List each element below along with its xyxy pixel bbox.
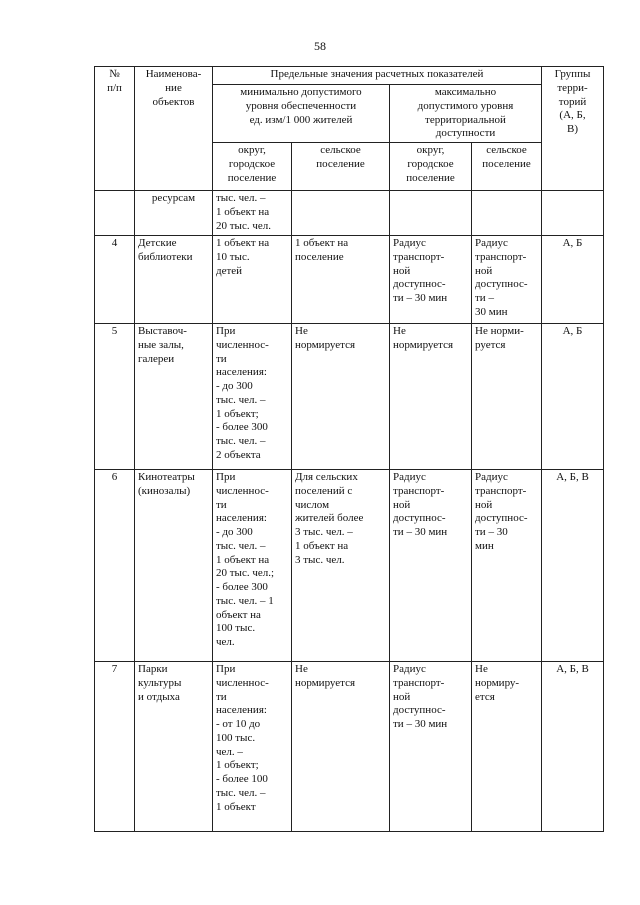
cell-text-line: Кинотеатры <box>138 471 195 483</box>
cell-text-line: тыс. чел. – 1 <box>216 594 274 607</box>
cell-text-line: 1 объект; <box>216 407 259 420</box>
cell-text-line: минимально допустимого <box>240 86 362 98</box>
cell-text-line: терри- <box>557 81 588 94</box>
cell-text-line: транспорт- <box>475 484 527 497</box>
cell-text-line: численнос- <box>216 676 269 689</box>
cell-text-line: ти – <box>475 292 494 304</box>
cell-min-urban <box>213 236 292 324</box>
cell-text-line: Радиус <box>393 237 426 249</box>
cell-text-line: 1 объект на <box>216 237 270 249</box>
cell-text-line: ние <box>165 81 182 94</box>
header-row-1 <box>95 67 604 85</box>
cell-text-line: нормируется <box>295 676 356 689</box>
cell-max-rural <box>472 662 542 832</box>
cell-num <box>95 191 135 236</box>
cell-text-line: п/п <box>107 81 122 94</box>
cell-text-line: - до 300 <box>216 526 253 538</box>
cell-text-line: 7 <box>111 663 118 675</box>
cell-text-line: 20 тыс. чел.; <box>216 567 275 580</box>
cell-text-line: При <box>216 325 236 337</box>
cell-max-rural <box>472 324 542 470</box>
cell-text-line: галереи <box>138 352 175 365</box>
cell-text-line: доступности <box>435 127 496 140</box>
cell-text-line: Радиус <box>475 237 508 249</box>
cell-text-line: Не <box>475 663 488 675</box>
cell-groups <box>542 191 604 236</box>
cell-min-urban <box>213 191 292 236</box>
cell-text-line: 20 тыс. чел. <box>216 219 271 232</box>
cell-text-line: В) <box>567 123 578 135</box>
cell-text-line: 1 объект на <box>295 539 349 552</box>
cell-text-line: чел. – <box>216 745 243 758</box>
header-num <box>95 67 135 191</box>
cell-text-line: Не <box>295 663 308 675</box>
cell-text-line: числом <box>295 498 330 511</box>
cell-text-line: ется <box>475 690 495 703</box>
cell-text-line: При <box>216 663 236 675</box>
cell-text-line: 1 объект; <box>216 759 259 772</box>
cell-text-line: ед. изм/1 000 жителей <box>249 113 353 126</box>
header-min-urban <box>213 143 292 191</box>
cell-text-line: 100 тыс. <box>216 622 256 635</box>
cell-text-line: поселение <box>295 250 344 263</box>
cell-text-line: сельское <box>486 144 527 156</box>
cell-text-line: торий <box>558 95 587 108</box>
cell-text-line: тыс. чел. – <box>216 393 266 406</box>
cell-text-line: объектов <box>152 95 195 108</box>
cell-groups <box>542 236 604 324</box>
cell-text-line: А, Б, В <box>556 471 589 483</box>
cell-groups <box>542 324 604 470</box>
cell-text-line: - более 300 <box>216 421 268 434</box>
cell-name <box>135 470 213 662</box>
cell-text-line: (кинозалы) <box>138 484 191 497</box>
cell-text-line: доступнос- <box>475 512 528 525</box>
cell-text-line: городское <box>407 157 454 170</box>
cell-num <box>95 236 135 324</box>
cell-text-line: поселений с <box>295 484 353 497</box>
cell-text-line: сельское <box>320 144 361 156</box>
cell-text-line: населения: <box>216 512 267 525</box>
cell-text-line: 1 объект на <box>295 237 349 249</box>
cell-text-line: численнос- <box>216 338 269 351</box>
header-limits <box>213 67 542 85</box>
table-row <box>95 236 604 324</box>
cell-text-line: детей <box>216 264 243 277</box>
cell-text-line: чел. <box>216 636 235 648</box>
cell-text-line: 6 <box>111 471 118 483</box>
cell-text-line: транспорт- <box>475 250 527 263</box>
cell-text-line: - более 300 <box>216 581 268 593</box>
cell-text-line: Детские <box>138 237 177 249</box>
cell-text-line: Радиус <box>475 471 508 483</box>
header-min-level <box>213 85 390 143</box>
cell-min-urban <box>213 662 292 832</box>
cell-num <box>95 470 135 662</box>
cell-text-line: тыс. чел. – <box>216 192 266 204</box>
cell-text-line: поселение <box>406 171 455 184</box>
cell-text-line: и отдыха <box>138 690 180 703</box>
cell-text-line: ной <box>393 498 411 511</box>
cell-text-line: 4 <box>111 237 118 249</box>
cell-text-line: ти <box>216 352 227 365</box>
cell-text-line: тыс. чел. – <box>216 539 266 552</box>
cell-text-line: 3 тыс. чел. <box>295 553 345 566</box>
cell-text-line: нормируется <box>393 338 454 351</box>
cell-text-line: транспорт- <box>393 676 445 689</box>
cell-name <box>135 191 213 236</box>
cell-max-rural <box>472 191 542 236</box>
header-max-level <box>390 85 542 143</box>
cell-num <box>95 662 135 832</box>
cell-text-line: - от 10 до <box>216 718 261 730</box>
cell-text-line: (А, Б, <box>559 109 586 122</box>
cell-text-line: поселение <box>482 157 531 170</box>
cell-max-urban <box>390 236 472 324</box>
cell-max-urban <box>390 324 472 470</box>
cell-text-line: ти – 30 мин <box>393 526 448 538</box>
cell-text-line: 1 объект <box>216 800 256 813</box>
cell-text-line: максимально <box>434 86 497 98</box>
cell-text-line: округ, <box>238 144 266 156</box>
cell-text-line: поселение <box>316 157 365 170</box>
cell-text-line: Не норми- <box>475 325 524 337</box>
cell-text-line: 30 мин <box>475 305 508 318</box>
cell-text-line: библиотеки <box>138 250 193 263</box>
cell-text-line: транспорт- <box>393 484 445 497</box>
page-number: 58 <box>314 39 326 53</box>
cell-text-line: тыс. чел. – <box>216 786 266 799</box>
cell-text-line: ной <box>475 264 493 277</box>
cell-text-line: Группы <box>554 68 591 80</box>
cell-text-line: руется <box>475 338 506 351</box>
cell-max-urban <box>390 662 472 832</box>
cell-name <box>135 324 213 470</box>
cell-text-line: ти – 30 <box>475 526 508 538</box>
cell-text-line: ти <box>216 690 227 703</box>
cell-text-line: ти – 30 мин <box>393 292 448 304</box>
cell-name <box>135 662 213 832</box>
cell-text-line: поселение <box>227 171 277 184</box>
cell-text-line: доступнос- <box>393 278 446 291</box>
cell-text-line: допустимого уровня <box>417 99 514 112</box>
cell-text-line: - более 100 <box>216 773 268 785</box>
cell-max-rural <box>472 470 542 662</box>
cell-text-line: 5 <box>111 325 118 337</box>
cell-text-line: жителей более <box>295 512 364 525</box>
cell-text-line: 3 тыс. чел. – <box>295 526 353 538</box>
cell-text-line: ной <box>475 498 493 511</box>
cell-text-line: нормиру- <box>475 676 520 689</box>
cell-text-line: нормируется <box>295 338 356 351</box>
cell-text-line: А, Б <box>562 237 583 249</box>
cell-min-rural <box>292 236 390 324</box>
cell-text-line: Радиус <box>393 471 426 483</box>
norms-table <box>94 66 604 832</box>
cell-text-line: А, Б <box>562 325 583 337</box>
cell-groups <box>542 470 604 662</box>
cell-text-line: 100 тыс. <box>216 731 256 744</box>
header-max-rural <box>472 143 542 191</box>
table-row <box>95 662 604 832</box>
cell-text-line: № <box>109 68 120 80</box>
cell-text-line: уровня обеспеченности <box>245 99 357 112</box>
cell-text-line: 1 объект на <box>216 205 270 218</box>
cell-text-line: ресурсам <box>151 192 196 204</box>
cell-min-urban <box>213 324 292 470</box>
cell-groups <box>542 662 604 832</box>
cell-text-line: мин <box>475 539 494 552</box>
table-row <box>95 324 604 470</box>
cell-text-line: ной <box>393 690 411 703</box>
cell-max-urban <box>390 191 472 236</box>
cell-min-rural <box>292 191 390 236</box>
cell-text-line: Не <box>295 325 308 337</box>
cell-text-line: населения: <box>216 704 267 717</box>
cell-text-line: 10 тыс. <box>216 250 250 263</box>
cell-text-line: Для сельских <box>295 471 358 483</box>
cell-num <box>95 324 135 470</box>
cell-text-line: При <box>216 471 236 483</box>
cell-max-urban <box>390 470 472 662</box>
cell-text-line: населения: <box>216 366 267 379</box>
cell-min-rural <box>292 470 390 662</box>
header-max-urban <box>390 143 472 191</box>
cell-text-line: Наименова- <box>145 68 202 80</box>
cell-text-line: Предельные значения расчетных показателей <box>270 68 484 80</box>
cell-text-line: объект на <box>216 608 261 621</box>
cell-text-line: культуры <box>138 676 182 689</box>
cell-name <box>135 236 213 324</box>
cell-text-line: Выставоч- <box>138 325 187 337</box>
cell-text-line: округ, <box>416 144 445 156</box>
cell-text-line: доступнос- <box>475 278 528 291</box>
cell-text-line: ные залы, <box>138 338 184 351</box>
cell-text-line: численнос- <box>216 484 269 497</box>
cell-text-line: Не <box>393 325 406 337</box>
header-min-rural <box>292 143 390 191</box>
cell-text-line: ти – 30 мин <box>393 718 448 730</box>
cell-min-urban <box>213 470 292 662</box>
header-groups <box>542 67 604 191</box>
cell-text-line: Парки <box>138 663 168 675</box>
cell-text-line: доступнос- <box>393 704 446 717</box>
cell-text-line: 2 объекта <box>216 448 261 461</box>
cell-text-line: ной <box>393 264 411 277</box>
cell-text-line: транспорт- <box>393 250 445 263</box>
cell-min-rural <box>292 662 390 832</box>
table-row-continuation <box>95 191 604 236</box>
header-name <box>135 67 213 191</box>
cell-text-line: территориальной <box>425 113 506 126</box>
cell-text-line: 1 объект на <box>216 553 270 566</box>
cell-text-line: доступнос- <box>393 512 446 525</box>
cell-text-line: ти <box>216 498 227 511</box>
cell-text-line: А, Б, В <box>556 663 589 675</box>
cell-text-line: Радиус <box>393 663 426 675</box>
table-row <box>95 470 604 662</box>
cell-text-line: - до 300 <box>216 380 253 392</box>
cell-max-rural <box>472 236 542 324</box>
cell-text-line: городское <box>228 157 276 170</box>
cell-min-rural <box>292 324 390 470</box>
cell-text-line: тыс. чел. – <box>216 435 266 447</box>
